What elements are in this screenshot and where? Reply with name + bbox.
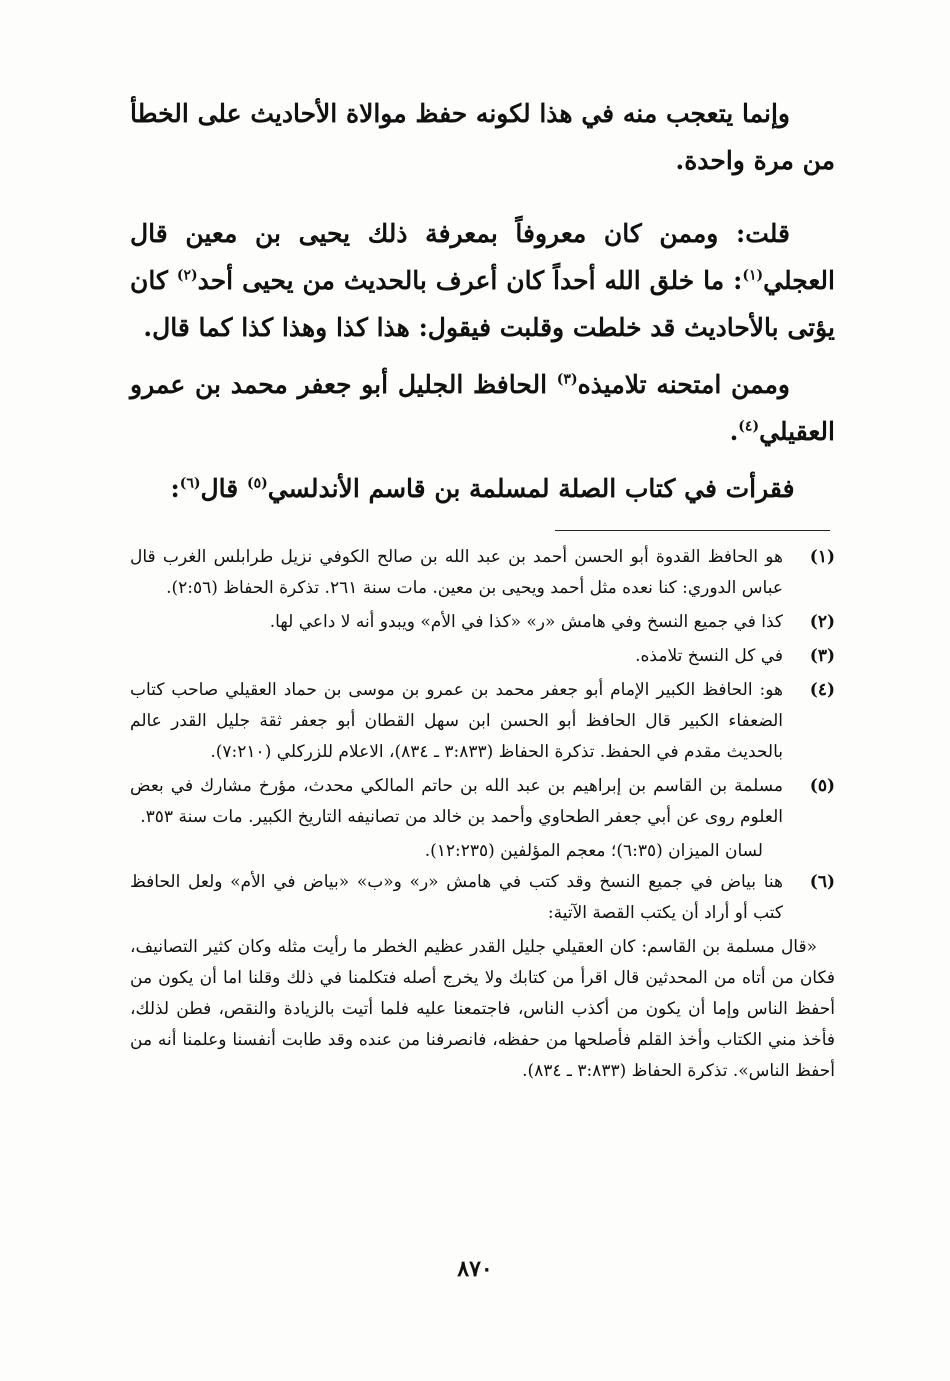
footnote-2-number: (٢) [809,612,835,632]
paragraph-3-part-b: الحافظ الجليل أبو جعفر محمد بن عمرو العقيلي [130,370,835,446]
footnote-ref-5[interactable]: (٥) [246,475,268,492]
footnotes [130,542,835,1087]
footnote-3-text: في كل النسخ تلامذه. [635,646,783,666]
footnote-5-number: (٥) [809,776,835,796]
footnote-5-continuation: لسان الميزان (٦:٣٥)؛ معجم المؤلفين (١٢:٢٣٥). [424,841,763,861]
footnote-ref-1[interactable]: (١) [742,267,764,284]
paragraph-4-part-a: فقرأت في كتاب الصلة لمسلمة بن قاسم الأندلسي [267,474,795,503]
footnote-6-text: هنا بياض في جميع النسخ وقد كتب في هامش «ر» و«ب» «بياض في الأم» ولعل الحافظ كتب أو أراد أن يكتب القصة الآتية: [130,872,783,923]
paragraph-1: وإنما يتعجب منه في هذا لكونه حفظ موالاة الأحاديث على الخطأ من مرة واحدة. [130,99,835,175]
footnote-1 [130,542,835,604]
footnote-6-quote: «قال مسلمة بن القاسم: كان العقيلي جليل القدر عظيم الخطر ما رأيت مثله وكان كثير التصانيف، فكان من أتاه من المحدثين قال اقرأ من كتابك ولا يخرج أصله فتكلمنا في ذلك وقلنا اما أن يكون من أحفظ الناس وإما أن يكون من أكذب الناس، فاجتمعنا عليه فلما أتيت بالزيادة والنقص، فطن لذلك، فأخذ مني الكتاب وأخذ القلم فأصلحها من حفظه، فانصرفنا من عنده وقد طابت أنفسنا وعلمنا أنه من أحفظ الناس». تذكرة الحفاظ (٣:٨٣٣ ـ ٨٣٤). [130,937,835,1081]
paragraph-4 [130,465,835,512]
footnote-3 [130,641,835,672]
footnote-1-text: هو الحافظ القدوة أبو الحسن أحمد بن عبد الله بن صالح الكوفي نزيل طرابلس الغرب قال عباس الدوري: كنا نعده مثل أحمد ويحيى بن معين. مات سنة ٢٦١. تذكرة الحفاظ (٢:٥٦). [130,547,783,598]
footnote-1-number: (١) [809,547,835,567]
footnote-divider [555,530,830,531]
footnote-4 [130,675,835,768]
footnote-6 [130,867,835,929]
paragraph-3-part-a: وممن امتحنه تلاميذه [577,370,790,399]
footnote-ref-2[interactable]: (٢) [176,267,198,284]
footnote-6-number: (٦) [809,872,835,892]
paragraph-3 [130,361,835,455]
paragraph-2 [130,210,835,351]
footnote-2-text: كذا في جميع النسخ وفي هامش «ر» «كذا في الأم» ويبدو أنه لا داعي لها. [269,612,783,632]
footnote-ref-6[interactable]: (٦) [179,475,201,492]
paragraph-2-part-a: قلت: وممن كان معروفاً بمعرفة ذلك يحيى بن معين قال العجلي [130,219,835,295]
footnote-ref-3[interactable]: (٣) [556,371,578,388]
footnote-ref-4[interactable]: (٤) [738,418,760,435]
footnote-2 [130,607,835,638]
footnote-5-text: مسلمة بن القاسم بن إبراهيم بن عبد الله بن حاتم المالكي محدث، مؤرخ مشارك في بعض العلوم روى عن أبي جعفر الطحاوي وأحمد بن خالد من تصانيفه التاريخ الكبير. مات سنة ٣٥٣. [130,776,783,827]
footnote-5 [130,771,835,833]
page-number: ٨٧٠ [457,1256,493,1282]
paragraph-2-part-b: : ما خلق الله أحداً كان أعرف بالحديث من يحيى أحد [197,266,743,295]
footnote-3-number: (٣) [809,646,835,666]
footnote-4-number: (٤) [809,680,835,700]
paragraph-4-part-c: : [170,474,180,503]
paragraph-4-part-b: قال [200,474,247,503]
paragraph-2-part-c: كان يؤتى بالأحاديث قد خلطت وقلبت فيقول: هذا كذا وهذا كذا كما قال. [130,266,835,342]
paragraph-3-part-c: . [729,417,739,446]
footnote-4-text: هو: الحافظ الكبير الإمام أبو جعفر محمد بن عمرو بن موسى بن حماد العقيلي صاحب كتاب الضعفاء الكبير قال الحافظ أبو الحسن ابن سهل القطان أبو جعفر ثقة جليل القدر عالم بالحديث مقدم في الحفظ. تذكرة الحفاظ (٣:٨٣٣ ـ ٨٣٤)، الاعلام للزركلي (٧:٢١٠). [130,680,783,762]
main-text [130,90,835,512]
